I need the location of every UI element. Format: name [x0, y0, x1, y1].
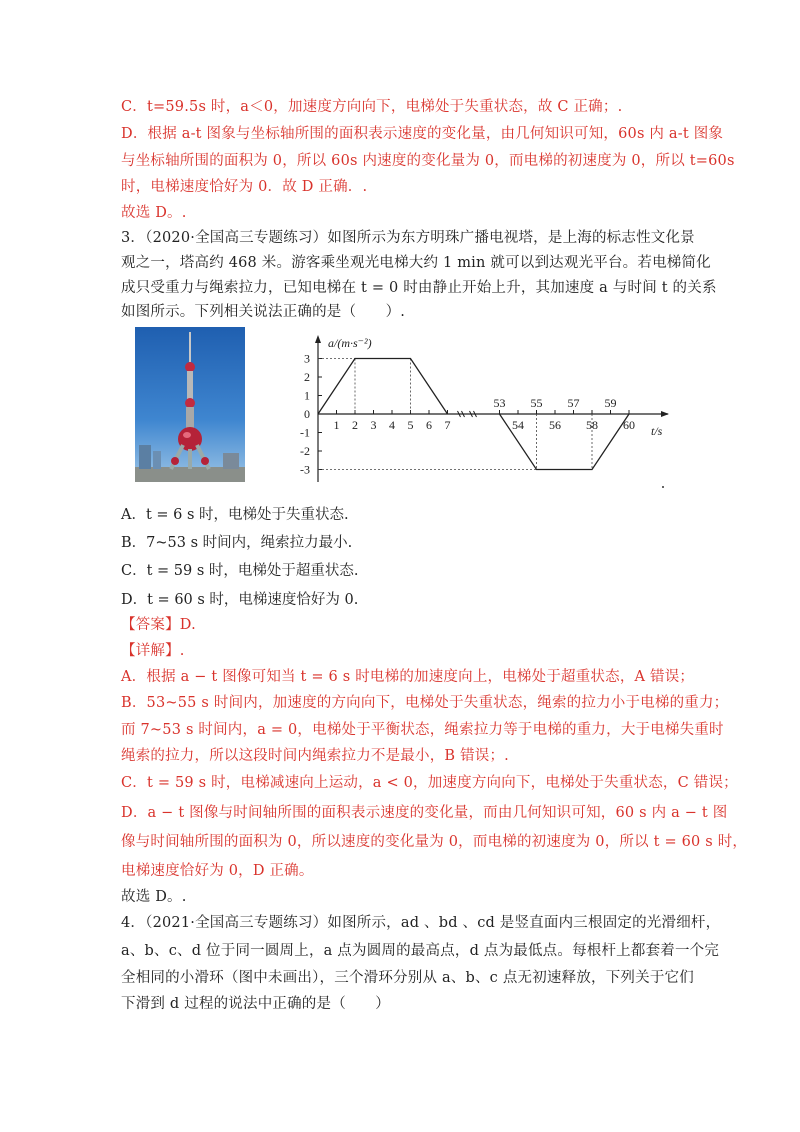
x-tick-label: 2	[352, 418, 358, 432]
analysis-label: 【详解】.	[121, 643, 185, 659]
q3-line-1: 3．（2020·全国高三专题练习）如图所示为东方明珠广播电视塔，是上海的标志性文化景	[121, 230, 695, 246]
stray-mark	[662, 486, 664, 488]
option-a: A．t = 6 s 时，电梯处于失重状态.	[121, 507, 349, 523]
y-tick-label: 1	[304, 388, 310, 403]
x-tick-label-below: 58	[586, 418, 598, 432]
x-tick-label: 3	[370, 418, 377, 432]
q4-line-3: 全相同的小滑环（图中未画出），三个滑环分别从 a、b、c 点无初速释放，下列关于它们	[121, 970, 694, 986]
y-tick-label: 2	[304, 370, 310, 384]
q3-line-2: 观之一，塔高约 468 米。游客乘坐观光电梯大约 1 min 就可以到达观光平台。若电梯简化	[121, 255, 711, 271]
y-axis-arrow	[315, 335, 321, 343]
prev-d-line-2: 与坐标轴所围的面积为 0，所以 60s 内速度的变化量为 0，而电梯的初速度为 0，所以 t=60s	[121, 153, 735, 169]
expl-b-3: 绳索的拉力，所以这段时间内绳索拉力不是最小，B 错误；.	[121, 748, 509, 764]
x-tick-label-below: 54	[512, 418, 524, 432]
x-tick-label: 5	[407, 418, 414, 432]
q3-line-3: 成只受重力与绳索拉力，已知电梯在 t = 0 时由静止开始上升，其加速度 a 与时间 t 的关系	[121, 280, 717, 296]
expl-b-2: 而 7~53 s 时间内，a = 0，电梯处于平衡状态，绳索拉力等于电梯的重力，大于电梯失重时	[121, 722, 724, 738]
x-tick-label-above: 53	[493, 396, 506, 410]
x-tick-label: 4	[389, 418, 395, 432]
expl-c: C．t = 59 s 时，电梯减速向上运动，a < 0，加速度方向向下，电梯处于失重状态，C 错误；	[121, 775, 738, 791]
x-tick-label-below: 60	[623, 418, 635, 432]
x-axis-arrow	[661, 411, 669, 417]
y-tick-label: -3	[300, 462, 310, 477]
option-b: B．7~53 s 时间内，绳索拉力最小.	[121, 535, 353, 551]
oriental-pearl-tower-photo	[135, 327, 245, 482]
x-tick-label-above: 57	[567, 396, 580, 410]
expl-d-1: D．a − t 图像与时间轴所围的面积表示速度的变化量，而由几何知识可知，60 s 内 a − t 图	[121, 805, 728, 821]
y-tick-label: -2	[300, 444, 310, 458]
answer-label: 【答案】D.	[121, 617, 196, 633]
expl-a: A．根据 a − t 图像可知当 t = 6 s 时电梯的加速度向上，电梯处于超重状态，A 错误；	[121, 669, 695, 685]
q3-choose: 故选 D。.	[121, 889, 187, 905]
q4-line-4: 下滑到 d 过程的说法中正确的是（ ）	[121, 996, 390, 1012]
x-tick-label: 1	[333, 418, 340, 432]
y-axis-label: a/(m·s⁻²)	[328, 336, 372, 350]
x-tick-label-above: 55	[530, 396, 543, 410]
expl-b-1: B．53~55 s 时间内，加速度的方向向下，电梯处于失重状态，绳索的拉力小于电梯的重力；	[121, 695, 729, 711]
expl-d-2: 像与时间轴所围的面积为 0，所以速度的变化量为 0，而电梯的初速度为 0，所以 t = 60 s 时，	[121, 834, 748, 850]
q4-line-2: a、b、c、d 位于同一圆周上，a 点为圆周的最高点，d 点为最低点。每根杆上都套着一个完	[121, 943, 720, 959]
x-tick-label: 6	[426, 418, 432, 432]
x-tick-label-above: 59	[604, 396, 617, 410]
prev-d-line-1: D．根据 a-t 图象与坐标轴所围的面积表示速度的变化量，由几何知识可知，60s 内 a-t 图象	[121, 126, 724, 142]
q4-line-1: 4．（2021·全国高三专题练习）如图所示，ad 、bd 、cd 是竖直面内三根固定的光滑细杆，	[121, 915, 721, 931]
y-tick-label: -1	[300, 425, 310, 440]
prev-d-line-3: 时，电梯速度恰好为 0．故 D 正确．.	[121, 179, 368, 195]
prev-c-line: C．t=59.5s 时，a＜0，加速度方向向下，电梯处于失重状态，故 C 正确；.	[121, 99, 623, 115]
y-tick-label: 3	[304, 351, 310, 366]
option-d: D．t = 60 s 时，电梯速度恰好为 0.	[121, 592, 359, 608]
prev-choose: 故选 D。.	[121, 205, 187, 221]
option-c: C．t = 59 s 时，电梯处于超重状态.	[121, 563, 359, 579]
y-tick-label: 0	[304, 407, 310, 421]
x-tick-label: 7	[444, 418, 451, 432]
q3-line-4: 如图所示。下列相关说法正确的是（ ）.	[121, 304, 406, 320]
x-tick-label-below: 56	[549, 418, 561, 432]
x-axis-label: t/s	[651, 424, 663, 438]
series-line	[318, 359, 448, 415]
expl-d-3: 电梯速度恰好为 0，D 正确。	[121, 863, 314, 879]
acceleration-time-chart	[283, 327, 683, 492]
